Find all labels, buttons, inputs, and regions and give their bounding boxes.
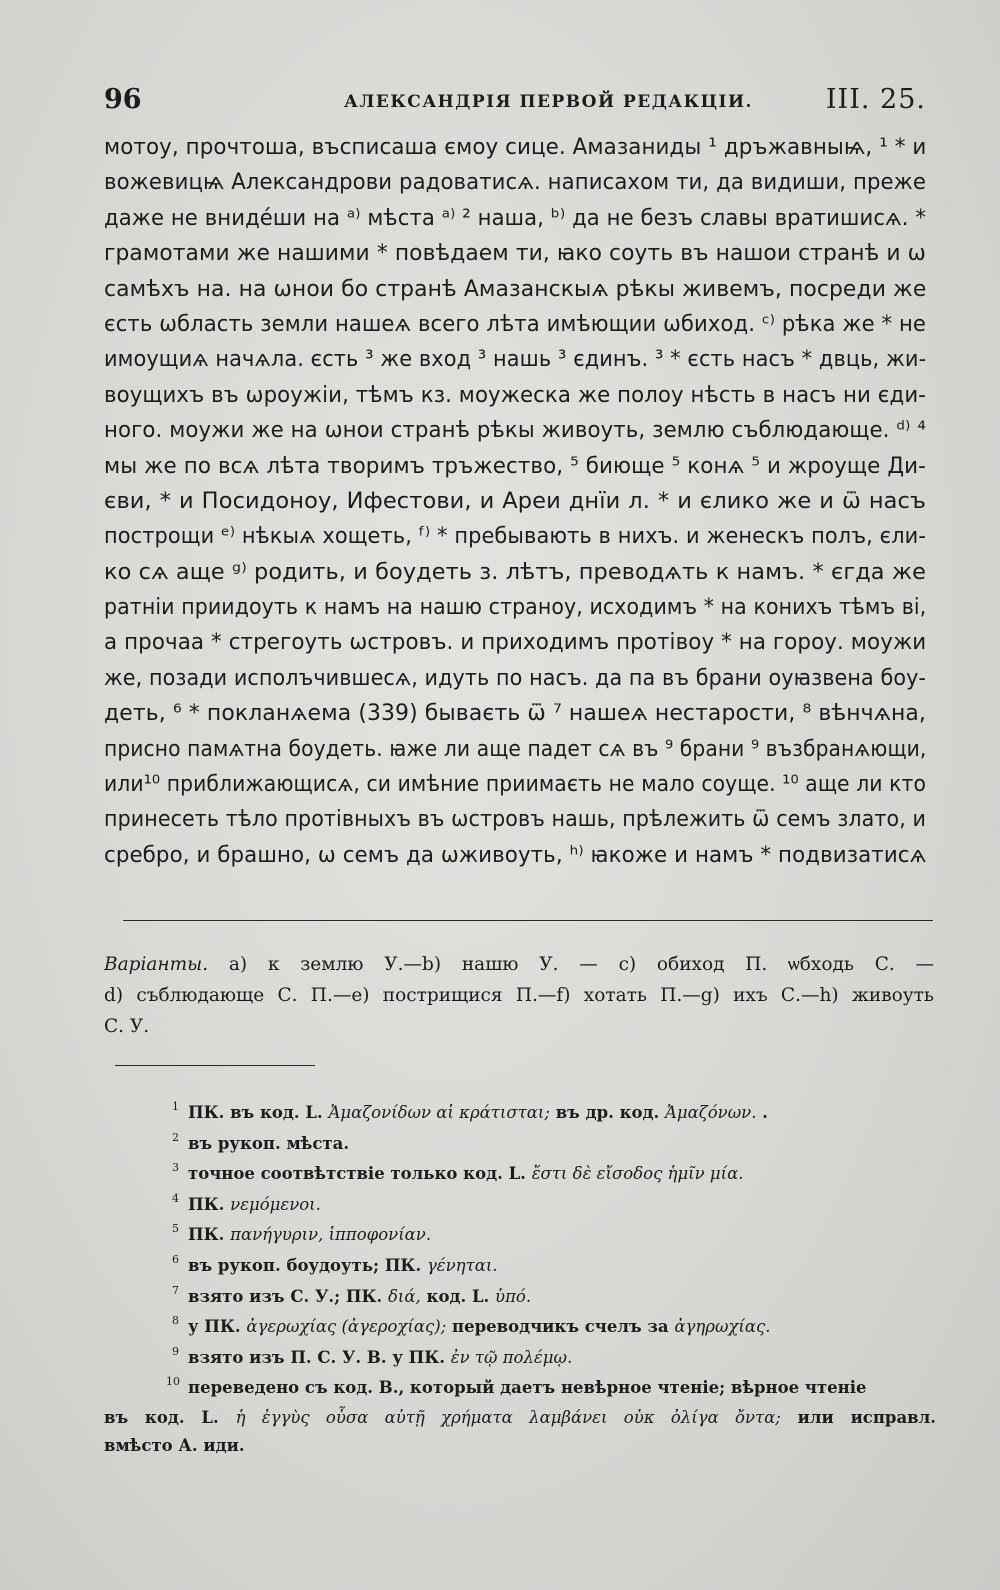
footnote-mark: 8 bbox=[172, 1314, 179, 1328]
footnote-mark: 6 bbox=[172, 1252, 179, 1266]
footnote-mark: 1 bbox=[172, 1100, 179, 1113]
text-line: єсть ѡбласть земли нашеѧ всего лѣта имѣющии ѡбиход. ᶜ⁾ рѣка же * не bbox=[104, 310, 926, 337]
footnote bbox=[104, 1373, 936, 1404]
footnote-greek: ὑπό. bbox=[495, 1286, 532, 1306]
text-line: самѣхъ на. на ѡнои бо странѣ Амазанскыѧ рѣкы живемъ, посреди же bbox=[104, 275, 926, 302]
footnote-text: въ код. L. bbox=[104, 1407, 236, 1427]
text-line: ко сѧ аще ᵍ⁾ родить, и боудеть з. лѣтъ, преводѧть к намъ. * єгда же bbox=[104, 558, 926, 585]
text-line: мотоу, прочтоша, въсписаша ємоу сице. Амазаниды ¹ дръжавныѩ, ¹ * и bbox=[104, 134, 926, 160]
footnote-mark: 5 bbox=[172, 1222, 179, 1236]
footnote-text: ПК. bbox=[188, 1225, 231, 1245]
footnote-mark: 7 bbox=[172, 1283, 179, 1297]
variants-line: d) съблюдающе С. П.—e) пострищися П.—f) хотать П.—g) ихъ С.—h) живоуть bbox=[104, 985, 934, 1006]
footnote-mark: 3 bbox=[172, 1161, 179, 1175]
text-line: же, позади исполъчившесѧ, идуть по насъ. да па въ брани оуꙗзвена боу- bbox=[104, 664, 926, 691]
footnote-greek: ἀγερωχίας (ἀγεροχίας); bbox=[246, 1317, 447, 1337]
text-line: вожевицѩ Александрови радоватисѧ. написахом ти, да видиши, преже bbox=[104, 169, 926, 196]
footnote-text: ПК. bbox=[188, 1194, 231, 1214]
footnotes bbox=[104, 1098, 936, 1460]
footnote-text: . bbox=[756, 1103, 768, 1122]
text-line: мы же по всѧ лѣта творимъ тръжество, ⁵ биюще ⁵ конѧ ⁵ и жроуще Ди- bbox=[104, 452, 926, 479]
footnote bbox=[104, 1098, 936, 1129]
footnote-greek: ἡ ἐγγὺς οὖσα αὐτῇ χρήματα λαμβάνει οὐκ ὀλίγα ὄντα; bbox=[235, 1407, 781, 1427]
footnote-greek: ἐν τῷ πολέμῳ. bbox=[450, 1347, 573, 1367]
footnote-greek: Ἀμαζόνων. bbox=[665, 1103, 757, 1122]
footnote-greek: διά, bbox=[388, 1286, 421, 1306]
footnote-text: взято изъ С. У.; ПК. bbox=[188, 1286, 388, 1306]
footnote-text: въ др. код. bbox=[549, 1103, 666, 1122]
running-title: АЛЕКСАНДРІЯ ПЕРВОЙ РЕДАКЦІИ. bbox=[344, 92, 753, 112]
footnote bbox=[104, 1251, 936, 1282]
text-line: деть, ⁶ * покланѧема (339) бываєть ѿ ⁷ нашеѧ нестарости, ⁸ вѣнчѧна, bbox=[104, 700, 926, 727]
footnote-mark: 9 bbox=[172, 1344, 179, 1358]
footnote-text: взято изъ П. С. У. В. у ПК. bbox=[188, 1347, 451, 1367]
text-line: построщи ᵉ⁾ нѣкыѧ хощеть, ᶠ⁾ * пребывають в нихъ. и женескъ полъ, єли- bbox=[104, 523, 926, 550]
page-header bbox=[104, 84, 926, 124]
page-number: 96 bbox=[104, 84, 142, 115]
text-line: или¹⁰ приближающисѧ, си имѣние приимаєть не мало соуще. ¹⁰ аще ли кто bbox=[104, 771, 926, 798]
text-divider bbox=[123, 920, 933, 921]
text-line: ного. моужи же на ѡнои странѣ рѣкы живоуть, землю съблюдающе. ᵈ⁾ ⁴ bbox=[104, 417, 926, 444]
footnote-divider bbox=[115, 1065, 315, 1066]
text-line: а прочаа * стрегоуть ѡстровъ. и приходимъ протівоу * на гороу. моужи bbox=[104, 629, 926, 656]
text-line: принесеть тѣло протівныхъ въ ѡстровъ нашь, прѣлежить ѿ семъ злато, и bbox=[104, 806, 926, 833]
variants-text: а) к землю У.—b) нашю У. — c) обиход П. ѡбходь С. — bbox=[228, 954, 934, 975]
footnote-continuation: вмѣсто А. иди. bbox=[104, 1435, 245, 1455]
footnote-mark: 4 bbox=[172, 1191, 179, 1205]
text-line: присно памѧтна боудеть. ꙗже ли аще падет сѧ въ ⁹ брани ⁹ възбранѧющи, bbox=[104, 735, 926, 762]
footnote-greek: νεμόμενοι. bbox=[230, 1194, 321, 1214]
text-line: имоущиѧ начѧла. єсть ³ же вход ³ нашь ³ єдинъ. ³ * єсть насъ * двць, жи- bbox=[104, 346, 926, 373]
text-line: воущихъ въ ѡроужіи, тѣмъ кз. моужеска же полоу нѣсть в насъ ни єди- bbox=[104, 381, 926, 408]
footnote bbox=[104, 1343, 936, 1374]
footnote-text: точное соотвѣтствіе только код. L. bbox=[188, 1164, 532, 1184]
main-text bbox=[104, 130, 926, 873]
footnote bbox=[104, 1312, 936, 1343]
footnote bbox=[104, 1190, 936, 1221]
footnote-text: код. L. bbox=[420, 1286, 496, 1306]
footnote-text: переводчикъ счелъ за bbox=[446, 1317, 675, 1337]
variants-line: С. У. bbox=[104, 1016, 150, 1037]
text-line: ратніи приидоуть к намъ на нашю страноу, исходимъ * на конихъ тѣмъ ві, bbox=[104, 594, 926, 621]
footnote-text: въ рукоп. мѣста. bbox=[188, 1133, 350, 1153]
section-number: III. 25. bbox=[825, 84, 926, 115]
footnote-text: ПК. въ код. L. bbox=[188, 1103, 329, 1122]
footnote-text: или исправл. bbox=[780, 1407, 936, 1427]
variants-line bbox=[104, 949, 934, 980]
text-line: сребро, и брашно, ѡ семъ да ѡживоуть, ʰ⁾ ꙗкоже и намъ * подвизатисѧ bbox=[104, 841, 926, 868]
footnote-mark: 2 bbox=[172, 1130, 179, 1144]
footnote-greek: Ἀμαζονίδων αἱ κράτισται; bbox=[328, 1103, 550, 1122]
footnote bbox=[104, 1159, 936, 1190]
footnote-continuation bbox=[104, 1404, 936, 1432]
footnote-text: у ПК. bbox=[188, 1317, 247, 1337]
footnote bbox=[104, 1220, 936, 1251]
footnote-greek: πανήγυριν, ἱπποφονίαν. bbox=[230, 1225, 432, 1245]
footnote bbox=[104, 1129, 936, 1160]
footnote bbox=[104, 1282, 936, 1313]
variants-label: Варіанты. bbox=[104, 954, 209, 975]
text-line: грамотами же нашими * повѣдаем ти, ꙗко соуть въ нашои странѣ и ѡ bbox=[104, 240, 926, 267]
text-line: єви, * и Посидоноу, Ифестови, и Ареи днїи л. * и єлико же и ѿ насъ bbox=[104, 487, 926, 514]
footnote-greek: γένηται. bbox=[426, 1255, 498, 1275]
text-line: даже не вниде́ши на ᵃ⁾ мѣста ᵃ⁾ ² наша, ᵇ⁾ да не безъ славы вратишисѧ. * bbox=[104, 204, 926, 231]
footnote-greek: ἔστι δὲ εἴσοδος ἡμῖν μία. bbox=[531, 1164, 744, 1184]
footnote-text: въ рукоп. боудоуть; ПК. bbox=[188, 1255, 427, 1275]
footnote-greek: ἀγηρωχίας. bbox=[674, 1317, 771, 1337]
footnote-text: переведено съ код. В., который даетъ невѣрное чтеніе; вѣрное чтеніе bbox=[188, 1378, 867, 1398]
footnote-mark: 10 bbox=[166, 1375, 180, 1389]
variants-apparatus bbox=[104, 949, 934, 1042]
